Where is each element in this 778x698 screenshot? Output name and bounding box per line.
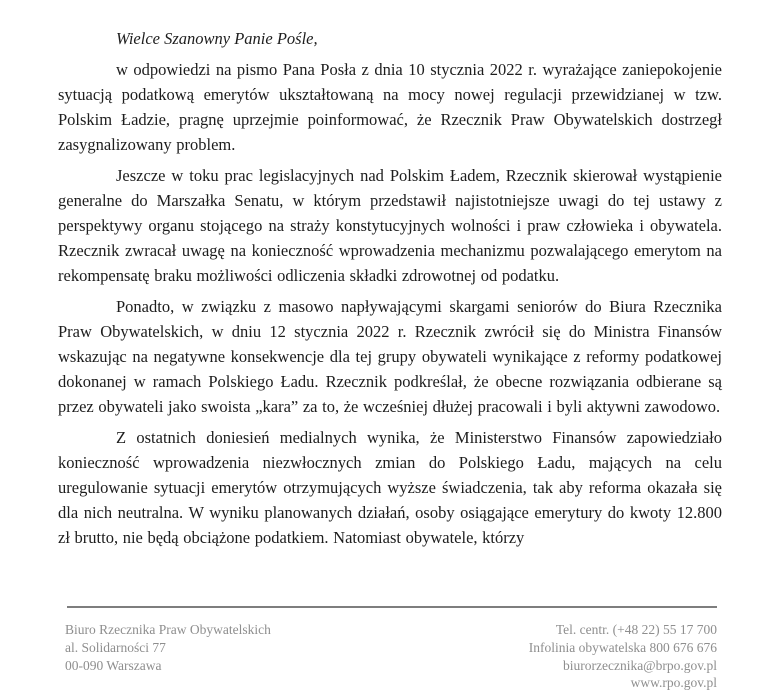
footer-city: 00-090 Warszawa bbox=[65, 657, 162, 673]
letter-body bbox=[58, 26, 722, 556]
footer-website: www.rpo.gov.pl bbox=[630, 675, 717, 691]
paragraph-1: w odpowiedzi na pismo Pana Posła z dnia 10 stycznia 2022 r. wyrażające zaniepokojenie sytuacją podatkową emerytów ukształtowaną na mocy nowej regulacji przewidzianej w tzw. Polskim Ładzie, pragnę uprzejmie poinformować, że Rzecznik Praw Obywatelskich dostrzegł zasygnalizowany problem. bbox=[58, 60, 722, 154]
footer-organization: Biuro Rzecznika Praw Obywatelskich bbox=[65, 622, 271, 637]
footer-divider bbox=[67, 606, 717, 608]
letter-footer bbox=[65, 621, 717, 692]
footer-email: biurorzecznika@brpo.gov.pl bbox=[562, 657, 717, 673]
footer-address-block bbox=[65, 621, 271, 692]
footer-hotline: Infolinia obywatelska 800 676 676 bbox=[528, 639, 717, 655]
footer-phone: Tel. centr. (+48 22) 55 17 700 bbox=[555, 622, 717, 637]
footer-street: al. Solidarności 77 bbox=[65, 639, 166, 655]
paragraph-3: Ponadto, w związku z masowo napływającymi skargami seniorów do Biura Rzecznika Praw Obywatelskich, w dniu 12 stycznia 2022 r. Rzecznik zwrócił się do Ministra Finansów wskazując na negatywne konsekwencje dla tej grupy obywateli wynikające z reformy podatkowej dokonanej w ramach Polskiego Ładu. Rzecznik podkreślał, że obecne rozwiązania odbierane są przez obywateli jako swoista „kara” za to, że wcześniej dłużej pracowali i byli aktywni zawodowo. bbox=[58, 297, 722, 416]
salutation: Wielce Szanowny Panie Pośle, bbox=[116, 29, 318, 48]
paragraph-4: Z ostatnich doniesień medialnych wynika, że Ministerstwo Finansów zapowiedziało konieczność wprowadzenia niezwłocznych zmian do Polskiego Ładu, mających na celu uregulowanie sytuacji emerytów otrzymujących wyższe świadczenia, tak aby reforma okazała się dla nich neutralna. W wyniku planowanych działań, osoby osiągające emerytury do kwoty 12.800 zł brutto, nie będą obciążone podatkiem. Natomiast obywatele, którzy bbox=[58, 428, 722, 547]
paragraph-2: Jeszcze w toku prac legislacyjnych nad Polskim Ładem, Rzecznik skierował wystąpienie generalne do Marszałka Senatu, w którym przedstawił najistotniejsze uwagi do tej ustawy z perspektywy organu stojącego na straży konstytucyjnych wolności i praw człowieka i obywatela. Rzecznik zwracał uwagę na konieczność wprowadzenia mechanizmu pozwalającego emerytom na rekompensatę braku możliwości odliczenia składki zdrowotnej od podatku. bbox=[58, 166, 722, 285]
footer-contact-block bbox=[529, 621, 717, 692]
